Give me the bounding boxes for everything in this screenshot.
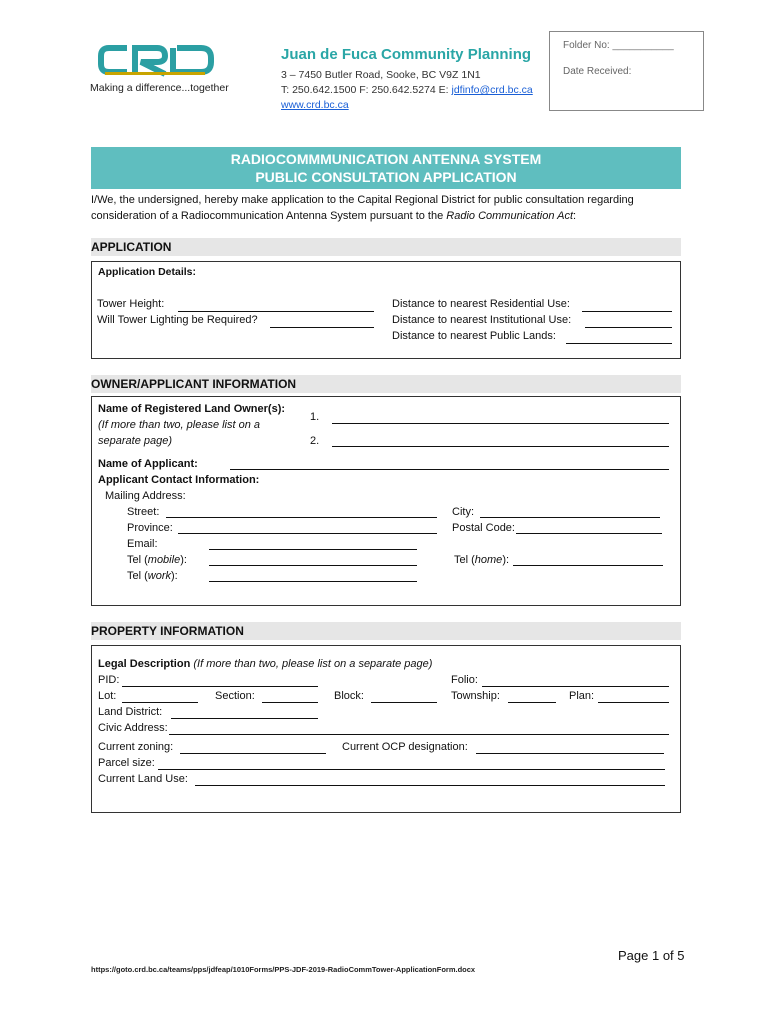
tel-home-prefix: Tel (: [454, 554, 475, 566]
application-heading: APPLICATION: [91, 238, 681, 256]
civic-address-label: Civic Address:: [98, 722, 168, 734]
owner-num-2: 2.: [310, 435, 320, 447]
land-district-label: Land District:: [98, 706, 163, 718]
application-box: [91, 261, 681, 359]
section-label: Section:: [215, 690, 255, 702]
phone-fax: T: 250.642.1500 F: 250.642.5274 E:: [281, 84, 449, 96]
applicant-name-input[interactable]: [230, 469, 669, 470]
legal-desc-title: Legal Description: [98, 658, 191, 670]
block-input[interactable]: [371, 702, 437, 703]
township-label: Township:: [451, 690, 500, 702]
dist-public-input[interactable]: [566, 343, 672, 344]
folio-label: Folio:: [451, 674, 478, 686]
logo-tagline: Making a difference...together: [90, 82, 229, 94]
dist-institutional-label: Distance to nearest Institutional Use:: [392, 314, 572, 326]
email-label: Email:: [127, 538, 158, 550]
plan-input[interactable]: [598, 702, 669, 703]
parcel-size-label: Parcel size:: [98, 757, 155, 769]
owner-num-1: 1.: [310, 411, 320, 423]
website-link[interactable]: www.crd.bc.ca: [281, 99, 349, 111]
current-zoning-input[interactable]: [180, 753, 326, 754]
tel-work-suffix: ):: [171, 570, 178, 582]
province-label: Province:: [127, 522, 173, 534]
tel-home-input[interactable]: [513, 565, 663, 566]
applicant-name-label: Name of Applicant:: [98, 458, 198, 470]
tel-work-prefix: Tel (: [127, 570, 148, 582]
pid-label: PID:: [98, 674, 120, 686]
intro-paragraph: [91, 193, 683, 224]
mailing-address-label: Mailing Address:: [105, 490, 186, 502]
owner-heading: OWNER/APPLICANT INFORMATION: [91, 375, 681, 393]
email-input[interactable]: [209, 549, 417, 550]
form-title-banner: [91, 147, 681, 189]
crd-logo: [97, 42, 217, 78]
owner-box: [91, 396, 681, 606]
registered-owners-label: Name of Registered Land Owner(s):: [98, 403, 286, 415]
land-district-input[interactable]: [171, 718, 318, 719]
date-received-field[interactable]: Date Received:: [563, 66, 632, 77]
street-input[interactable]: [166, 517, 437, 518]
tower-lighting-label: Will Tower Lighting be Required?: [97, 314, 258, 326]
current-land-use-label: Current Land Use:: [98, 773, 188, 785]
property-box: [91, 645, 681, 813]
application-details-label: Application Details:: [98, 266, 197, 278]
dist-institutional-input[interactable]: [585, 327, 672, 328]
email-link[interactable]: jdfinfo@crd.bc.ca: [451, 84, 533, 96]
section-input[interactable]: [262, 702, 318, 703]
postal-code-input[interactable]: [516, 533, 662, 534]
dist-residential-input[interactable]: [582, 311, 672, 312]
form-title-line1: RADIOCOMMMUNICATION ANTENNA SYSTEM: [230, 151, 542, 167]
plan-label: Plan:: [569, 690, 595, 702]
ocp-designation-label: Current OCP designation:: [342, 741, 468, 753]
ocp-designation-input[interactable]: [476, 753, 664, 754]
property-heading: PROPERTY INFORMATION: [91, 622, 681, 640]
street-label: Street:: [127, 506, 160, 518]
intro-act: Radio Communication Act: [446, 209, 574, 222]
tel-mobile-word: mobile: [147, 554, 181, 566]
intro-text: I/We, the undersigned, hereby make application to the Capital Regional District for public consultation regarding consideration of a Radiocommunication Antenna System pursuant to the: [91, 194, 634, 222]
tel-mobile-label: [127, 554, 187, 566]
tel-mobile-prefix: Tel (: [127, 554, 148, 566]
tower-height-label: Tower Height:: [97, 298, 165, 310]
folio-input[interactable]: [482, 686, 669, 687]
crd-logo-icon: [97, 42, 217, 78]
tel-mobile-suffix: ):: [180, 554, 187, 566]
footer-file-path: https://goto.crd.bc.ca/teams/pps/jdfeap/1010Forms/PPS-JDF-2019-RadioCommTower-ApplicationForm.docx: [91, 965, 476, 974]
parcel-size-input[interactable]: [158, 769, 665, 770]
current-zoning-label: Current zoning:: [98, 741, 174, 753]
current-land-use-input[interactable]: [195, 785, 665, 786]
pid-input[interactable]: [122, 686, 318, 687]
owners-note-1: (If more than two, please list on a: [98, 419, 261, 431]
org-contact: [281, 84, 533, 96]
tel-home-word: home: [474, 554, 503, 566]
office-use-box: [549, 31, 704, 111]
legal-desc-label: [98, 658, 432, 670]
tower-height-input[interactable]: [178, 311, 374, 312]
form-title-line2: PUBLIC CONSULTATION APPLICATION: [255, 169, 517, 185]
township-input[interactable]: [508, 702, 556, 703]
tel-mobile-input[interactable]: [209, 565, 417, 566]
civic-address-input[interactable]: [169, 734, 669, 735]
folder-no-field[interactable]: Folder No: ___________: [563, 40, 674, 51]
page-number: Page 1 of 5: [618, 948, 685, 963]
province-input[interactable]: [178, 533, 437, 534]
postal-code-label: Postal Code:: [452, 522, 515, 534]
block-label: Block:: [334, 690, 364, 702]
owner-2-input[interactable]: [332, 446, 669, 447]
dist-public-label: Distance to nearest Public Lands:: [392, 330, 556, 342]
intro-colon: :: [573, 209, 577, 222]
tower-lighting-input[interactable]: [270, 327, 374, 328]
legal-desc-note: (If more than two, please list on a separate page): [193, 658, 433, 670]
lot-label: Lot:: [98, 690, 117, 702]
owners-note-2: separate page): [98, 435, 172, 447]
tel-work-input[interactable]: [209, 581, 417, 582]
tel-home-label: [454, 554, 509, 566]
dist-residential-label: Distance to nearest Residential Use:: [392, 298, 570, 310]
city-label: City:: [452, 506, 474, 518]
tel-home-suffix: ):: [502, 554, 510, 566]
tel-work-label: [127, 570, 178, 582]
org-address: 3 – 7450 Butler Road, Sooke, BC V9Z 1N1: [281, 69, 481, 81]
owner-1-input[interactable]: [332, 423, 669, 424]
lot-input[interactable]: [122, 702, 198, 703]
org-title: Juan de Fuca Community Planning: [281, 46, 532, 63]
tel-work-word: work: [147, 570, 172, 582]
city-input[interactable]: [480, 517, 660, 518]
contact-info-label: Applicant Contact Information:: [98, 474, 260, 486]
